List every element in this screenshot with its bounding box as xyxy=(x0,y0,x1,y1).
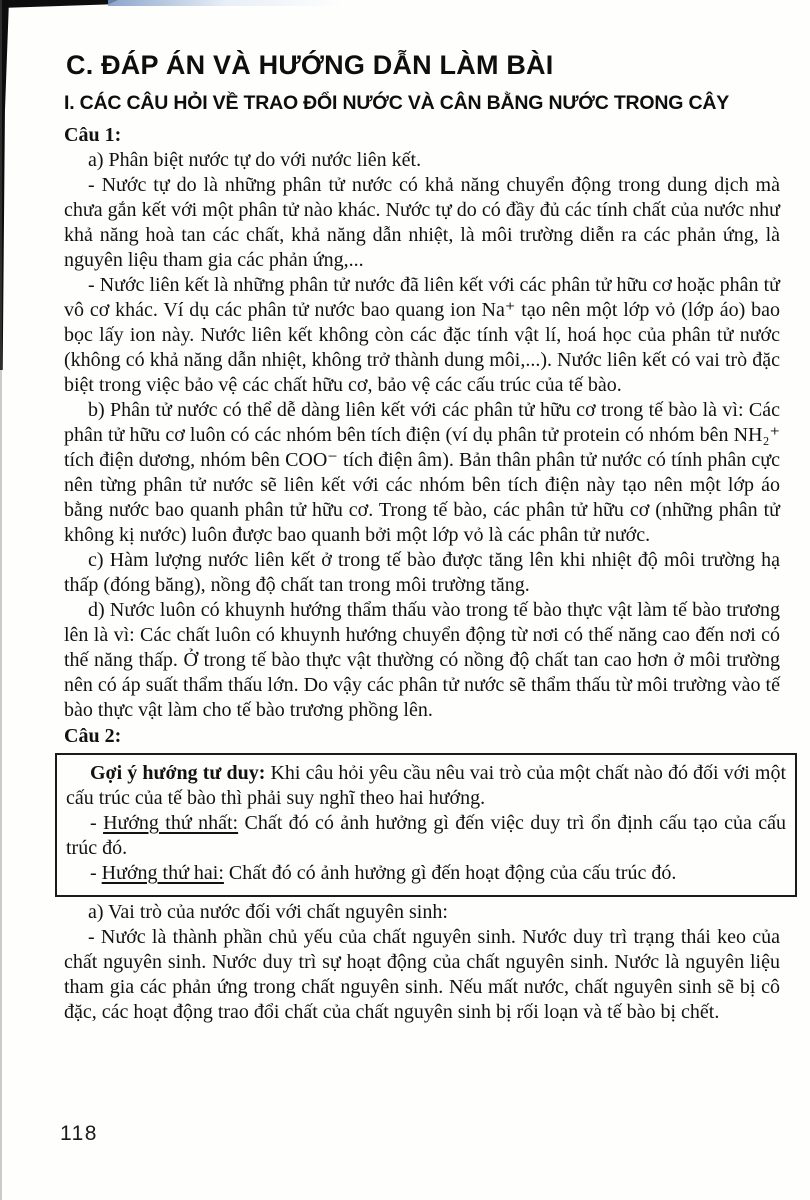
hint-direction-2-dash: - xyxy=(90,862,102,884)
answer-1c-paragraph: c) Hàm lượng nước liên kết ở trong tế bào được tăng lên khi nhiệt độ môi trường hạ thấp (đóng băng), nồng độ chất tan trong môi trường tăng. xyxy=(64,549,780,596)
hint-direction-2-lead: Hướng thứ hai: xyxy=(101,862,224,884)
hint-direction-2-text: Chất đó có ảnh hưởng gì đến hoạt động của cấu trúc đó. xyxy=(223,862,677,884)
answer-1b-paragraph: b) Phân tử nước có thể dễ dàng liên kết với các phân tử hữu cơ trong tế bào là vì: Các phân tử hữu cơ luôn có các nhóm bên tích điện (ví dụ phân tử protein có nhóm bên NH₂⁺ tích điện dương, nhóm bên COO⁻ tích điện âm). Bản thân phân tử nước có tính phân cực nên từng phân tử nước sẽ liên kết với các nhóm bên tích điện này tạo nên một lớp áo bằng nước bao quanh phân tử hữu cơ. Trong tế bào, các phân tử hữu cơ (những phân tử không kị nước) luôn được bao quanh bởi một lớp vỏ là các phân tử nước. xyxy=(64,399,780,546)
thinking-hint-box xyxy=(55,753,797,897)
hint-direction-1-lead: Hướng thứ nhất: xyxy=(103,812,239,834)
scan-artifact-blue-tint xyxy=(108,0,343,6)
answer-1d-paragraph: d) Nước luôn có khuynh hướng thẩm thấu vào trong tế bào thực vật làm tế bào trương lên là vì: Các chất luôn có khuynh hướng chuyển động từ nơi có thế năng cao đến nơi có thế năng thấp. Ở trong tế bào thực vật thường có nồng độ chất tan cao hơn ở môi trường nên có áp suất thẩm thấu lớn. Do vậy các phân tử nước sẽ thẩm thấu từ môi trường vào tế bào thực vật làm cho tế bào trương phồng lên. xyxy=(64,599,780,721)
question-1-label: Câu 1: xyxy=(64,124,122,146)
hint-direction-1-dash: - xyxy=(90,812,104,834)
subsection-heading: I. CÁC CÂU HỎI VỀ TRAO ĐỔI NƯỚC VÀ CÂN BẰNG NƯỚC TRONG CÂY xyxy=(64,92,730,114)
page-number: 118 xyxy=(60,1122,98,1145)
hint-intro-text: Khi câu hỏi yêu cầu nêu vai trò của một chất nào đó đối với một cấu trúc của tế bào thì phải suy nghĩ theo hai hướng. xyxy=(66,762,787,809)
paragraph-water-role: - Nước là thành phần chủ yếu của chất nguyên sinh. Nước duy trì trạng thái keo của chất nguyên sinh. Nước duy trì sự hoạt động của chất nguyên sinh. Nước là nguyên liệu tham gia các phản ứng trong chất nguyên sinh. Nếu mất nước, chất nguyên sinh sẽ bị cô đặc, các hoạt động trao đổi chất của chất nguyên sinh bị rối loạn và tế bào bị chết. xyxy=(64,926,780,1023)
page-content xyxy=(64,50,787,1025)
paragraph-bound-water: - Nước liên kết là những phân tử nước đã liên kết với các phân tử hữu cơ hoặc phân tử vô cơ khác. Ví dụ các phân tử nước bao quang ion Na⁺ tạo nên một lớp vỏ (lớp áo) bao bọc lấy ion này. Nước liên kết không còn các đặc tính vật lí, hoá học của phân tử nước (không có khả năng dẫn nhiệt, không trở thành dung môi,...). Nước liên kết có vai trò đặc biệt trong việc bảo vệ các chất hữu cơ, bảo vệ các cấu trúc của tế bào. xyxy=(64,274,780,396)
question-2-label: Câu 2: xyxy=(64,725,122,747)
paragraph-free-water: - Nước tự do là những phân tử nước có khả năng chuyển động trong dung dịch mà chưa gắn kết với một phân tử nào khác. Nước tự do có đầy đủ các tính chất của nước như khả năng hoà tan các chất, khả năng dẫn nhiệt, là môi trường diễn ra các phản ứng, là nguyên liệu tham gia các phản ứng,... xyxy=(64,174,780,271)
scan-artifact-left-line xyxy=(0,0,2,1200)
answer-2a-intro: a) Vai trò của nước đối với chất nguyên sinh: xyxy=(88,901,448,923)
hint-direction-1-text: Chất đó có ảnh hưởng gì đến việc duy trì ổn định cấu tạo của cấu trúc đó. xyxy=(66,812,787,859)
hint-direction-2 xyxy=(66,861,786,886)
scan-artifact-top-edge xyxy=(0,0,118,8)
section-heading: C. ĐÁP ÁN VÀ HƯỚNG DẪN LÀM BÀI xyxy=(66,50,554,80)
hint-direction-1 xyxy=(66,811,786,861)
hint-intro-paragraph xyxy=(66,761,786,811)
answer-1a-intro: a) Phân biệt nước tự do với nước liên kết. xyxy=(88,149,422,171)
hint-intro-lead: Gợi ý hướng tư duy: xyxy=(90,762,266,784)
